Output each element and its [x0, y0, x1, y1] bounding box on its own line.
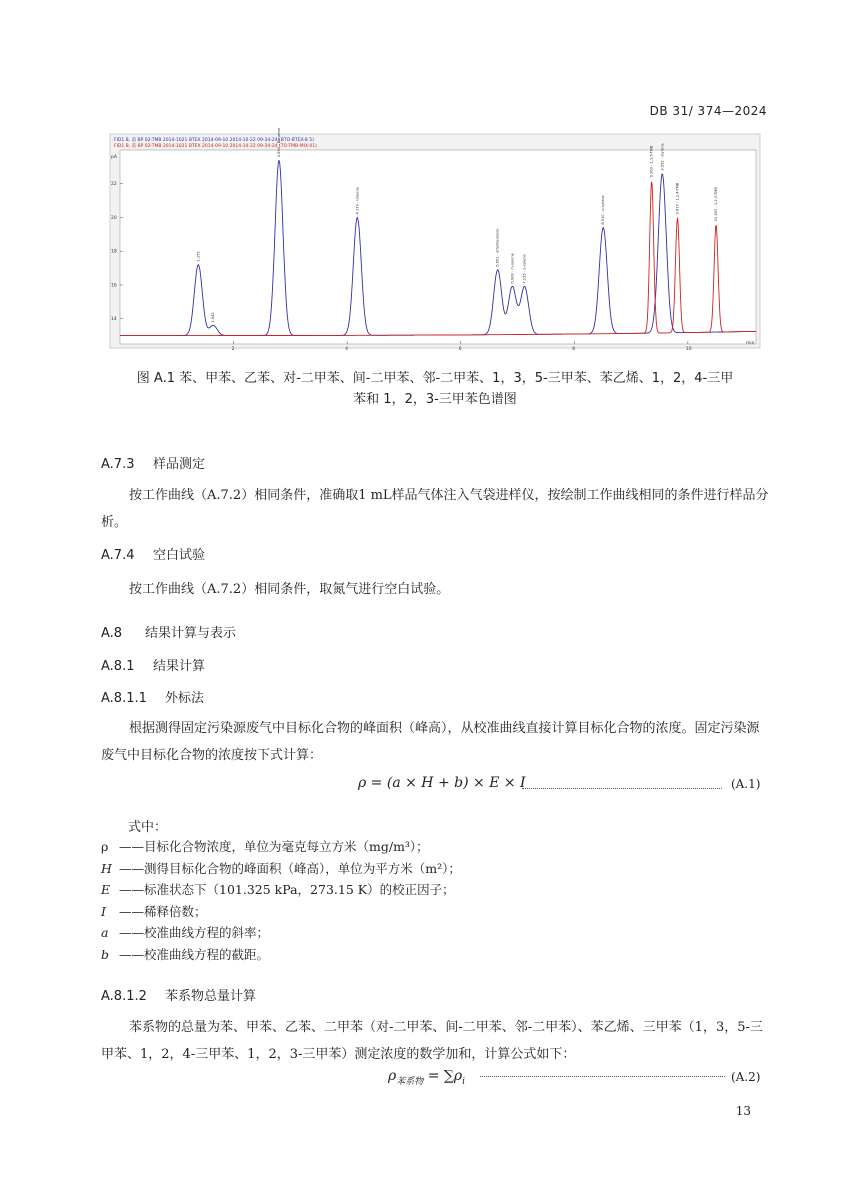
legend-desc: ——校准曲线方程的斜率；	[119, 925, 270, 941]
section-number: A.8	[101, 626, 123, 641]
section-title: 苯系物总量计算	[165, 989, 257, 1004]
legend-row	[101, 922, 461, 944]
legend-desc: ——校准曲线方程的截距。	[119, 946, 270, 962]
standard-number: DB 31/ 374—2024	[649, 104, 767, 118]
peak-label: 1.642	[211, 312, 216, 323]
section-title: 结果计算与表示	[145, 626, 237, 641]
chromatogram-chart	[110, 127, 760, 352]
equation-a2-subscript: 苯系物	[396, 1076, 424, 1087]
legend-desc: ——目标化合物浓度，单位为毫克每立方米（mg/m³）；	[119, 839, 429, 854]
legend-row	[101, 879, 461, 901]
y-unit: pA	[111, 155, 117, 160]
equation-a2	[388, 1068, 465, 1087]
peak-label: 4.179 - toluene	[355, 187, 360, 215]
section-heading-a81	[101, 655, 205, 674]
legend-symbol: a	[101, 925, 109, 941]
equation-a2-lhs: ρ	[388, 1068, 397, 1084]
peak-label: 8.510 - o-xylene	[601, 195, 606, 225]
figure-caption-line-2: 苯和 1，2，3-三甲苯色谱图	[353, 392, 517, 407]
section-heading-a8	[101, 622, 236, 641]
x-tick-label: 6	[458, 347, 462, 352]
legend-symbol: I	[101, 903, 106, 919]
section-title: 样品测定	[153, 457, 206, 472]
section-heading-a811	[101, 687, 204, 706]
equation-a1: ρ = (a × H + b) × E × I	[358, 775, 526, 791]
peak-label: 9.363 - 1,3,5-TMB	[649, 145, 654, 178]
legend-row	[101, 944, 461, 966]
peak-label: 9.552 - styrene	[660, 143, 665, 171]
peak-label: 10.497 - 1,2,3-TMB	[714, 187, 719, 222]
equation-a2-rhs: = ∑ρ	[427, 1068, 463, 1084]
page-number: 13	[735, 1104, 751, 1118]
legend-symbol: H	[101, 860, 112, 876]
section-title: 结果计算	[153, 659, 206, 674]
peak-label: 1.379	[196, 251, 201, 262]
x-tick-label: 8	[572, 347, 576, 352]
equation-a2-number: (A.2)	[731, 1070, 761, 1084]
x-tick-label: 4	[345, 347, 349, 352]
leader-dots	[480, 1076, 725, 1077]
chart-title-1: FID1 B, 前 BP 02-TMB 2014-1021 BTEX 2014-09-10 2014-10-22 09-34-24 (BTO-BTEX-8 5)	[114, 138, 314, 143]
y-tick-label: 16	[111, 283, 117, 289]
where-label: 式中：	[128, 820, 168, 835]
x-unit: min	[746, 341, 755, 346]
legend-row	[101, 901, 461, 923]
section-title: 外标法	[165, 691, 205, 706]
symbol-legend	[101, 836, 461, 966]
section-number: A.8.1	[101, 659, 135, 674]
section-a74-text: 按工作曲线（A.7.2）相同条件，取氮气进行空白试验。	[129, 582, 450, 597]
legend-desc: ——测得目标化合物的峰面积（峰高），单位为平方米（m²）；	[119, 860, 461, 876]
section-heading-a812	[101, 985, 256, 1004]
legend-row	[101, 836, 461, 858]
chromatogram-figure	[110, 127, 760, 352]
leader-dots	[522, 788, 722, 789]
section-a812-text: 苯系物的总量为苯、甲苯、乙苯、二甲苯（对-二甲苯、间-二甲苯、邻-二甲苯）、苯乙烯、三甲苯（1，3，5-三甲苯、1，2，4-三甲苯、1，2，3-三甲苯）测定浓度的数学加和，计算公式如下：	[101, 1020, 763, 1062]
figure-caption-line-1: 图 A.1 苯、甲苯、乙苯、对-二甲苯、间-二甲苯、邻-二甲苯、1，3，5-三甲苯、苯乙烯、1，2，4-三甲	[136, 371, 734, 386]
figure-caption	[100, 368, 770, 410]
y-tick-label: 22	[111, 182, 117, 188]
legend-symbol: b	[101, 946, 110, 962]
y-tick-label: 20	[111, 215, 117, 221]
peak-label: 2.800 - Benzene	[277, 127, 281, 158]
section-heading-a73	[101, 453, 205, 472]
legend-desc: ——标准状态下（101.325 kPa，273.15 K）的校正因子；	[119, 882, 455, 898]
y-tick-label: 14	[111, 317, 117, 323]
section-number: A.7.3	[101, 457, 135, 472]
peak-label: 9.817 - 1,2,4-TMB	[675, 182, 680, 215]
y-tick-label: 18	[111, 249, 117, 255]
peak-label: 6.908 - m-xylene	[510, 253, 515, 284]
legend-symbol: E	[101, 882, 111, 898]
chart-title-2: FID1 B, 前 BP 02-TMB 2014-1021 BTEX 2014-09-10 2014-10-22 09-34-24 (TO-TMB-MIX-01)	[114, 144, 317, 149]
peak-label: 7.125 - o-xylene	[522, 254, 527, 284]
section-a73-text: 按工作曲线（A.7.2）相同条件，准确取1 mL样品气体注入气袋进样仪，按绘制工作曲线相同的条件进行样品分析。	[101, 488, 769, 530]
section-title: 空白试验	[153, 548, 206, 563]
section-number: A.8.1.2	[101, 989, 147, 1004]
peak-label: 6.651 - ethylbenzene	[495, 228, 500, 267]
x-tick-label: 10	[685, 347, 692, 352]
legend-row	[101, 858, 461, 880]
x-tick-label: 2	[231, 347, 235, 352]
section-number: A.8.1.1	[101, 691, 147, 706]
section-number: A.7.4	[101, 548, 135, 563]
legend-desc: ——稀释倍数；	[119, 903, 207, 919]
equation-a1-number: (A.1)	[731, 777, 761, 791]
section-a811-text: 根据测得固定污染源废气中目标化合物的峰面积（峰高），从校准曲线直接计算目标化合物的浓度。固定污染源废气中目标化合物的浓度按下式计算：	[101, 721, 760, 763]
legend-symbol: ρ	[101, 839, 109, 854]
section-heading-a74	[101, 544, 205, 563]
equation-a2-index: i	[462, 1076, 465, 1087]
